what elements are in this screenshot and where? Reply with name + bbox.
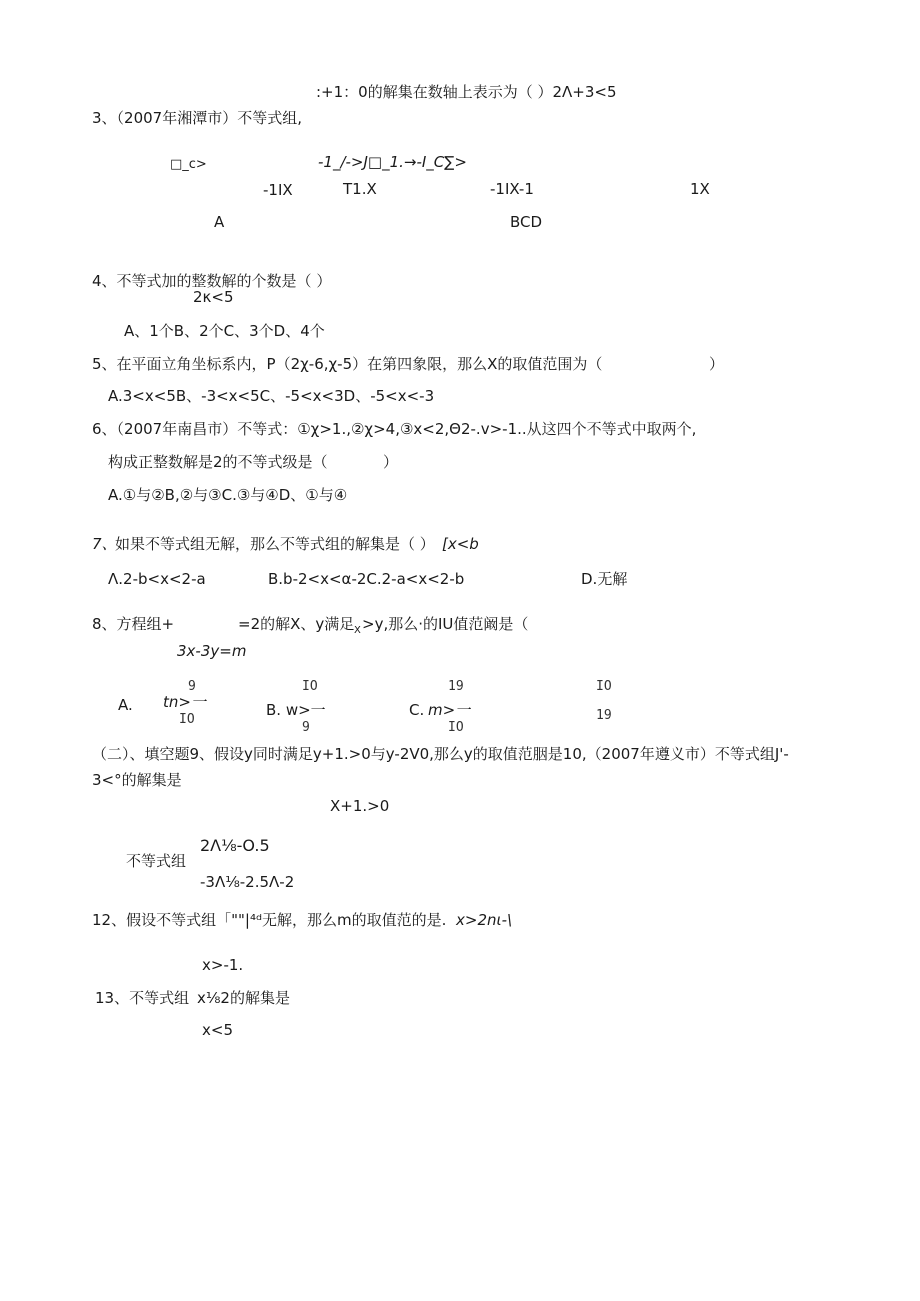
q3-figure-mid: -1_/->J□_1.→-I_C∑> [318,153,467,171]
section2-line1: （二）、填空题9、假设y同时满足y+1.>0与y-2V0,那么y的取值范胭是10,（2007年遵义市）不等式组J'- [92,745,789,763]
q3-stem: 3、（2007年湘潭市）不等式组, [92,109,302,127]
q6-close-paren: ） [383,453,399,471]
q6-options: A.①与②B,②与③C.③与④D、①与④ [108,486,348,504]
q3-axis-d: 1X [690,180,710,198]
q3-axis-b: T1.X [343,180,377,198]
q13-expression: x⅛2的解集是 [197,989,290,1007]
q8-stem-tail: >y,那么·的IU值范阚是（ [362,615,529,633]
q8-equation-2: 3x-3y=m [177,642,247,660]
q6-line2: 构成正整数解是2的不等式级是（ [108,453,328,471]
q8-option-a-label: A. [118,696,133,714]
q8-numerator-c: 19 [448,679,464,694]
q11-label: 不等式组 [126,852,187,870]
q7-option-a: Λ.2-b<x<2-a [108,570,206,588]
q3-label-a: A [214,213,225,231]
q8-denominator-b: 9 [302,720,310,735]
q12-sub: x>-1. [202,956,244,974]
q4-options: A、1个B、2个C、3个D、4个 [124,322,325,340]
q3-label-bcd: BCD [510,213,543,231]
q10-expression: X+1.>0 [330,797,390,815]
q11-row2: -3Λ⅛-2.5Λ-2 [200,873,295,891]
q8-numerator-a: 9 [188,679,196,694]
q7-option-d: D.无解 [581,570,628,588]
q3-axis-c: -1IX-1 [490,180,534,198]
q5-stem: 5、在平面立角坐标系内，P（2χ-6,χ-5）在第四象限，那么X的取值范围为（ [92,355,603,373]
q12-stem: 12、假设不等式组「""|⁴ᵈ无解，那么m的取值范的是. [92,911,447,929]
q7-tail: [x<b [442,535,479,553]
q7-number: 7、 [92,535,117,553]
q4-stem: 4、不等式加的整数解的个数是（ ） [92,272,332,290]
q13-sub: x<5 [202,1021,233,1039]
q7-options-bc: B.b-2<x<α-2C.2-a<x<2-b [268,570,465,588]
q8-denominator-d: 19 [596,708,612,723]
q13-stem: 13、不等式组 [95,989,190,1007]
q8-denominator-c: IO [448,720,464,735]
q8-denominator-a: IO [179,712,195,727]
section2-line2: 3<°的解集是 [92,771,182,789]
q3-axis-a: -1IX [263,181,293,199]
q3-figure-left: □_c> [170,157,207,172]
top-cut-line: :+1：0的解集在数轴上表示为（ ）2Λ+3<5 [316,83,617,101]
q8-option-b: B. w>一 [266,701,326,719]
q8-numerator-b: IO [302,679,318,694]
q4-subscript: 2κ<5 [193,288,234,306]
q8-stem-left: 8、方程组+ [92,615,175,633]
q5-options: A.3<x<5B、-3<x<5C、-5<x<3D、-5<x<-3 [108,387,435,405]
q5-close-paren: ） [709,355,725,373]
q7-stem: 如果不等式组无解，那么不等式组的解集是（ ） [115,535,435,553]
q12-tail: x>2nι-\ [456,911,513,929]
q8-option-a-value: tn>一 [163,693,206,711]
q8-subscript-x: X [354,625,361,636]
q8-option-c-value: m>一 [428,701,471,719]
q6-stem: 6、（2007年南昌市）不等式：①χ>1.,②χ>4,③x<2,Θ2-.v>-1..从这四个不等式中取两个, [92,420,697,438]
q8-numerator-d: IO [596,679,612,694]
q8-option-c-label: C. [409,701,425,719]
q11-row1: 2Λ⅛-O.5 [200,836,270,855]
q8-stem-right: =2的解X、y满足 [238,615,355,633]
